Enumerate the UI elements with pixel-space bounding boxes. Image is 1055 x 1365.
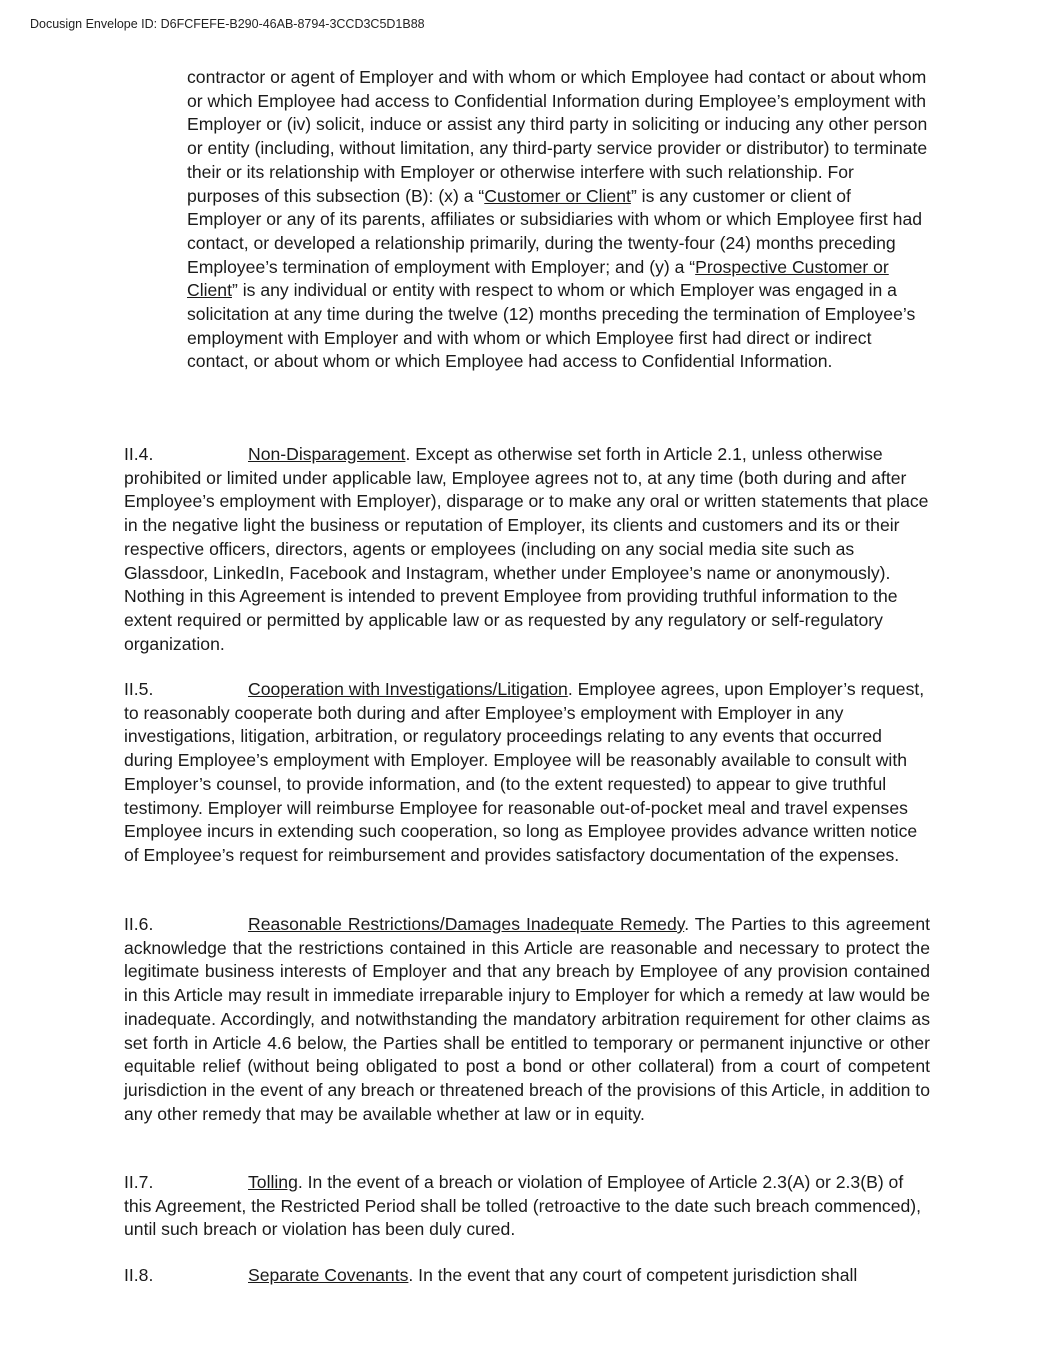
section-body: . In the event of a breach or violation of Employee of Article 2.3(A) or 2.3(B) of this Agreement, the Restricted Period shall be tolled (retroactive to the date such breach commenced), until such breach or violation has been duly cured. xyxy=(124,1172,922,1240)
section-number: II.6. xyxy=(124,914,154,934)
section-number: II.4. xyxy=(124,444,154,464)
section-body: . In the event that any court of competent jurisdiction shall xyxy=(408,1265,858,1285)
section-heading: Separate Covenants xyxy=(248,1265,409,1285)
section-number: II.7. xyxy=(124,1172,154,1192)
continuation-text-3: ” is any individual or entity with respect to whom or which Employer was engaged in a solicitation at any time during the twelve (12) months preceding the termination of Employee’s employment with Employer and with whom or which Employee first had direct or indirect contact, or about whom or which Employee had access to Confidential Information. xyxy=(187,280,916,372)
section-reasonable-restrictions xyxy=(124,913,930,1126)
section-tolling xyxy=(124,1171,930,1242)
section-cooperation xyxy=(124,678,930,868)
continuation-text-1: contractor or agent of Employer and with whom or which Employee had contact or about whom or which Employee had access to Confidential Information during Employee’s employment with Employer or (iv) solicit, induce or assist any third party in soliciting or inducing any other person or entity (including, without limitation, any third-party service provider or distributor) to terminate their or its relationship with Employer or otherwise interfere with such relationship. For purposes of this subsection (B): (x) a “ xyxy=(187,67,928,206)
defined-term-customer-or-client: Customer or Client xyxy=(484,185,631,206)
section-body: . Except as otherwise set forth in Article 2.1, unless otherwise prohibited or limited under applicable law, Employee agrees not to, at any time (both during and after Employee’s employment with Employer), disparage or to make any oral or written statements that place in the negative light the business or reputation of Employer, its clients and customers and its or their respective officers, directors, agents or employees (including on any social media site such as Glassdoor, LinkedIn, Facebook and Instagram, whether under Employee’s name or anonymously). Nothing in this Agreement is intended to prevent Employee from providing truthful information to the extent required or permitted by applicable law or as requested by any regulatory or self-regulatory organization. xyxy=(124,444,929,654)
section-non-disparagement xyxy=(124,443,930,656)
section-heading: Non-Disparagement xyxy=(248,444,406,464)
continuation-text-2: ” is any customer or client of Employer or any of its parents, affiliates or subsidiaries with whom or which Employee first had contact, or developed a relationship primarily, during the twenty-four (24) months preceding Employee’s termination of employment with Employer; and (y) a “ xyxy=(187,185,923,277)
section-heading: Tolling xyxy=(248,1172,298,1192)
section-heading: Cooperation with Investigations/Litigation xyxy=(248,679,568,699)
section-body: . Employee agrees, upon Employer’s request, to reasonably cooperate both during and after Employee’s employment with Employer in any investigations, litigation, arbitration, or regulatory proceedings relating to any events that occurred during Employee’s employment with Employer. Employee will be reasonably available to consult with Employer’s counsel, to provide information, and (to the extent requested) to appear to give truthful testimony. Employer will reimburse Employee for reasonable out-of-pocket meal and travel expenses Employee incurs in extending such cooperation, so long as Employee provides advance written notice of Employee’s request for reimbursement and provides satisfactory documentation of the expenses. xyxy=(124,679,925,865)
section-number: II.5. xyxy=(124,679,154,699)
section-heading: Reasonable Restrictions/Damages Inadequate Remedy xyxy=(248,914,685,934)
envelope-id: Docusign Envelope ID: D6FCFEFE-B290-46AB-8794-3CCD3C5D1B88 xyxy=(30,17,425,31)
section-number: II.8. xyxy=(124,1265,154,1285)
defined-term-prospective-customer: Prospective Customer or Client xyxy=(187,256,889,301)
section-separate-covenants xyxy=(124,1264,930,1288)
continuation-paragraph xyxy=(187,66,929,374)
section-body: . The Parties to this agreement acknowledge that the restrictions contained in this Article are reasonable and necessary to protect the legitimate business interests of Employer and that any breach by Employee of any provision contained in this Article may result in immediate irreparable injury to Employer for which a remedy at law would be inadequate. Accordingly, and notwithstanding the mandatory arbitration requirement for other claims as set forth in Article 4.6 below, the Parties shall be entitled to temporary or permanent injunctive or other equitable relief (without being obligated to post a bond or other collateral) from a court of competent jurisdiction in the event of any breach or threatened breach of the provisions of this Article, in addition to any other remedy that may be available whether at law or in equity. xyxy=(124,914,930,1124)
